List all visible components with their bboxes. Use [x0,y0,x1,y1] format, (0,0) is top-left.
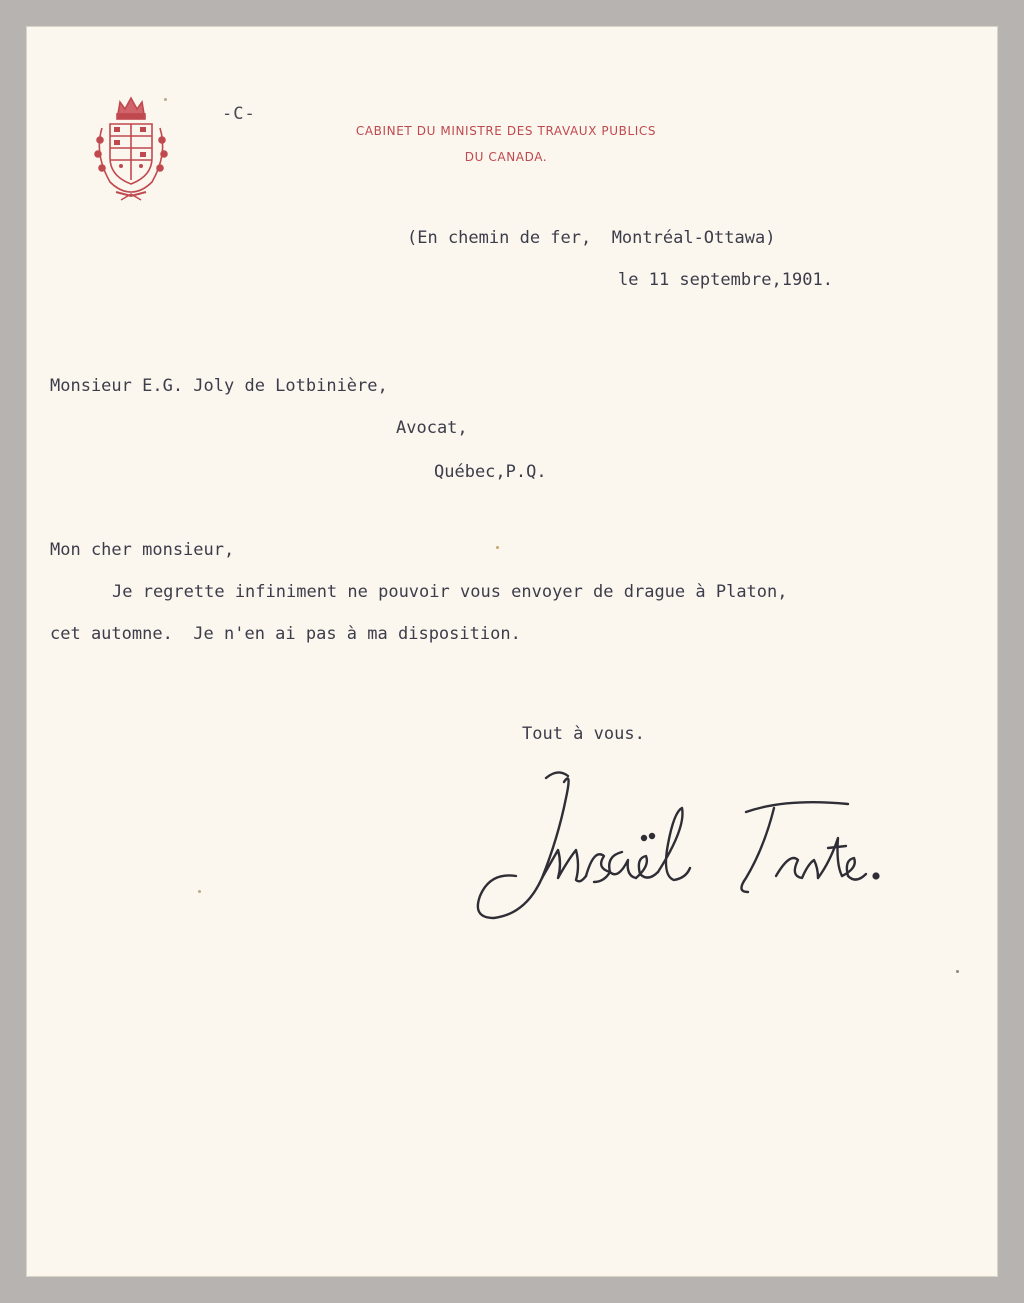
letterhead-line-1: CABINET DU MINISTRE DES TRAVAUX PUBLICS [355,124,657,138]
letter-date: le 11 septembre,1901. [618,270,833,290]
letterhead [346,118,666,170]
paper-speck [164,98,167,101]
letter-location: (En chemin de fer, Montréal-Ottawa) [407,228,776,248]
paper-speck [956,970,959,973]
body-line-1: Je regrette infiniment ne pouvoir vous envoyer de drague à Platon, [112,582,788,602]
paper-speck [496,546,499,549]
letter-mark: -C- [222,104,256,124]
closing: Tout à vous. [522,724,645,744]
coat-of-arms-crest [88,92,174,202]
recipient-place: Québec,P.Q. [434,462,547,482]
handwritten-signature [446,768,916,928]
salutation: Mon cher monsieur, [50,540,235,560]
recipient-title: Avocat, [396,418,468,438]
letterhead-line-2: DU CANADA. [464,150,548,164]
body-line-2: cet automne. Je n'en ai pas à ma disposition. [50,624,521,644]
letter-page [26,26,998,1277]
recipient-name: Monsieur E.G. Joly de Lotbinière, [50,376,388,396]
paper-speck [198,890,201,893]
